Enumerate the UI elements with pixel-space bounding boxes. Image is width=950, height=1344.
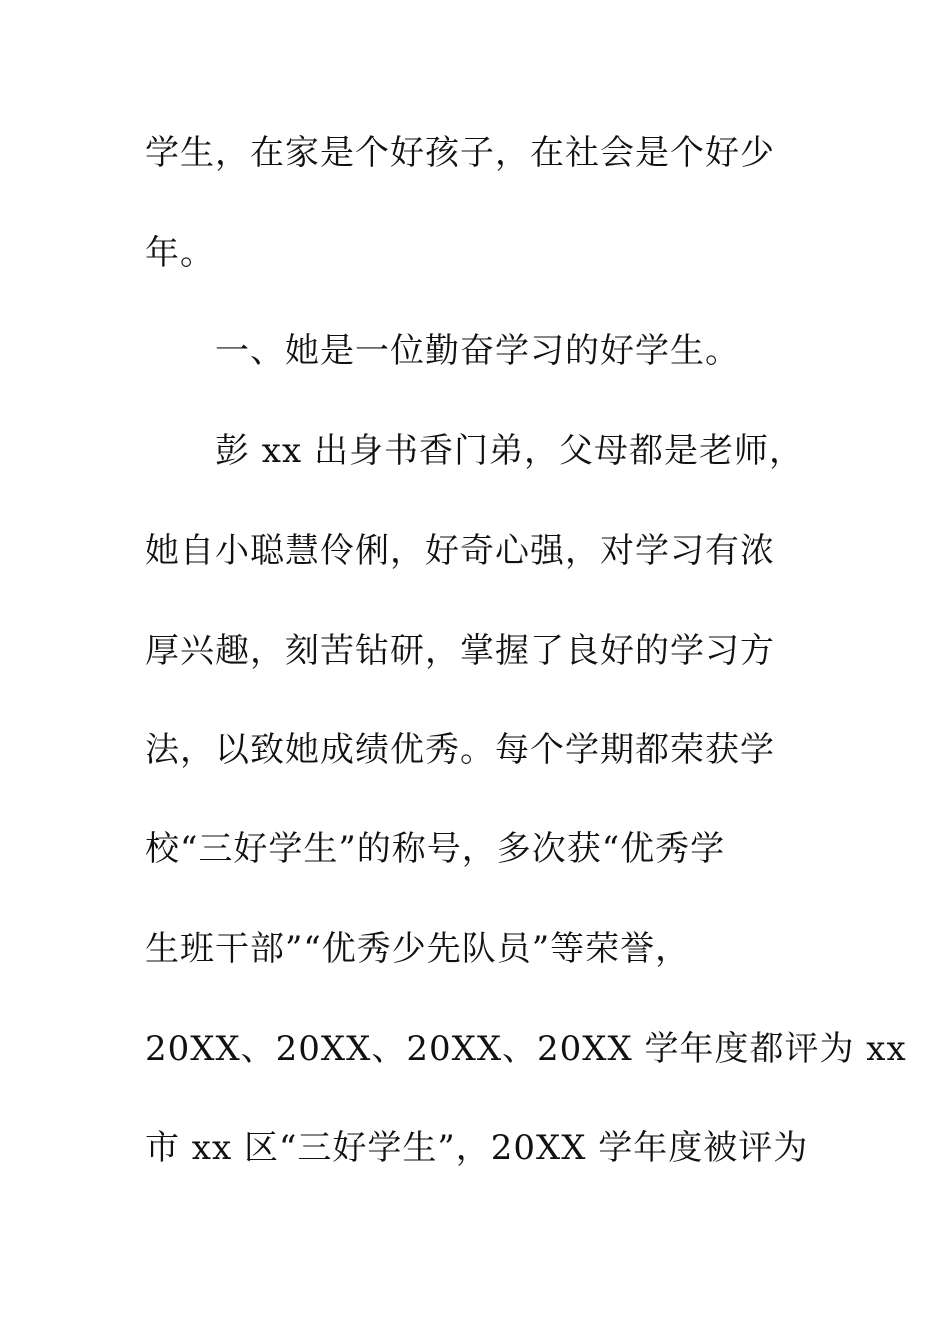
text-line-2: 年。 — [145, 233, 215, 273]
text-line-10: 市 xx 区“三好学生”，20XX 学年度被评为 — [145, 1128, 809, 1168]
text-line-7: 校“三好学生”的称号，多次获“优秀学 — [145, 829, 726, 869]
text-line-3: 彭 xx 出身书香门弟，父母都是老师， — [215, 431, 804, 471]
text-line-4: 她自小聪慧伶俐，好奇心强，对学习有浓 — [145, 531, 775, 571]
text-line-6: 法，以致她成绩优秀。每个学期都荣获学 — [145, 730, 775, 770]
section-heading: 一、她是一位勤奋学习的好学生。 — [215, 331, 740, 371]
text-line-5: 厚兴趣，刻苦钻研，掌握了良好的学习方 — [145, 631, 775, 671]
text-line-1: 学生，在家是个好孩子，在社会是个好少 — [145, 133, 775, 173]
text-line-8: 生班干部”“优秀少先队员”等荣誉， — [145, 929, 691, 969]
text-line-9: 20XX、20XX、20XX、20XX 学年度都评为 xx — [145, 1029, 907, 1069]
